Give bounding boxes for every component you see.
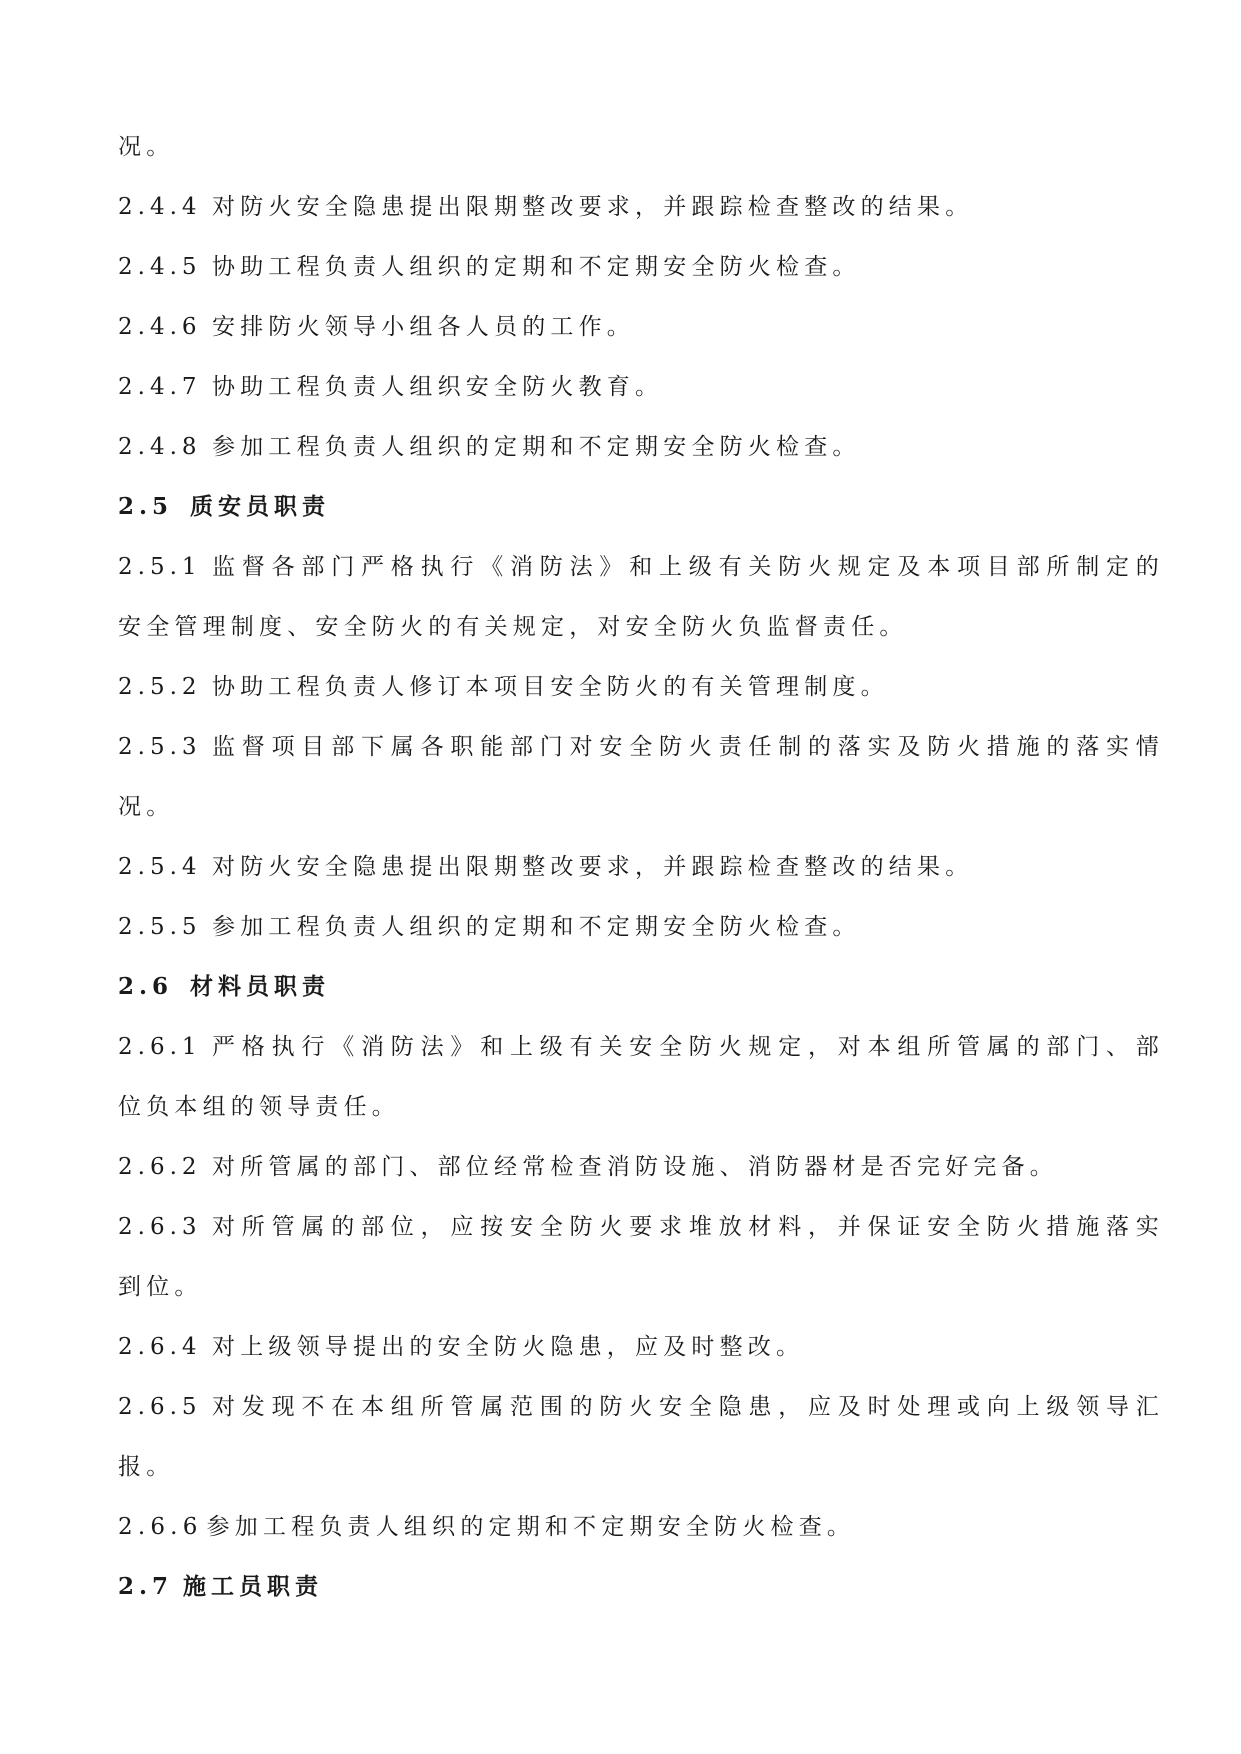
section-heading-2-5: [118, 492, 330, 522]
clause-text: 监督项目部下属各职能部门对安全防火责任制的落实及防火措施的落实情: [212, 734, 1166, 760]
section-title: 施工员职责: [183, 1573, 324, 1600]
clause-2-5-4: [118, 852, 973, 882]
clause-text: 监督各部门严格执行《消防法》和上级有关防火规定及本项目部所制定的: [212, 554, 1166, 580]
clause-text: 对所管属的部门、部位经常检查消防设施、消防器材是否完好完备。: [212, 1154, 1058, 1180]
clause-number: 2.4.4: [118, 194, 202, 220]
clause-2-5-1: [118, 552, 1166, 582]
paragraph-continuation: 位负本组的领导责任。: [118, 1094, 400, 1120]
clause-2-6-4: [118, 1332, 804, 1362]
clause-number: 2.6.2: [118, 1154, 202, 1180]
clause-text: 协助工程负责人组织的定期和不定期安全防火检查。: [212, 254, 861, 280]
clause-text: 协助工程负责人组织安全防火教育。: [212, 374, 664, 400]
section-title: 质安员职责: [190, 493, 330, 520]
clause-2-5-2: [118, 672, 889, 702]
clause-2-4-7: [118, 372, 663, 402]
clause-text: 对发现不在本组所管属范围的防火安全隐患，应及时处理或向上级领导汇: [212, 1394, 1166, 1420]
clause-text: 严格执行《消防法》和上级有关安全防火规定，对本组所管属的部门、部: [212, 1034, 1166, 1060]
clause-2-6-5: [118, 1392, 1166, 1422]
clause-text: 参加工程负责人组织的定期和不定期安全防火检查。: [212, 914, 861, 940]
clause-number: 2.4.6: [118, 314, 202, 340]
clause-number: 2.5.3: [118, 734, 202, 760]
clause-2-5-5: [118, 912, 861, 942]
section-number: 2.6: [118, 973, 174, 1000]
clause-2-6-2: [118, 1152, 1058, 1182]
clause-number: 2.6.6: [118, 1514, 203, 1540]
section-number: 2.7: [118, 1573, 174, 1600]
clause-2-5-3: [118, 732, 1166, 762]
paragraph-continuation: 况。: [118, 134, 175, 160]
clause-number: 2.5.4: [118, 854, 202, 880]
clause-text: 安排防火领导小组各人员的工作。: [212, 314, 635, 340]
clause-2-4-5: [118, 252, 861, 282]
clause-text: 参加工程负责人组织的定期和不定期安全防火检查。: [212, 434, 861, 460]
clause-text: 对所管属的部位，应按安全防火要求堆放材料，并保证安全防火措施落实: [212, 1214, 1166, 1240]
clause-2-6-6: [118, 1512, 855, 1542]
clause-2-4-8: [118, 432, 861, 462]
paragraph-continuation: 况。: [118, 794, 175, 820]
section-heading-2-6: [118, 972, 330, 1002]
clause-number: 2.6.3: [118, 1214, 202, 1240]
clause-text: 对防火安全隐患提出限期整改要求，并跟踪检查整改的结果。: [212, 854, 974, 880]
clause-text: 参加工程负责人组织的定期和不定期安全防火检查。: [206, 1514, 856, 1540]
section-heading-2-7: [118, 1572, 323, 1602]
clause-number: 2.4.5: [118, 254, 202, 280]
section-number: 2.5: [118, 493, 174, 520]
paragraph-continuation: 安全管理制度、安全防火的有关规定，对安全防火负监督责任。: [118, 614, 908, 640]
clause-2-4-4: [118, 192, 973, 222]
clause-2-4-6: [118, 312, 635, 342]
clause-number: 2.5.5: [118, 914, 202, 940]
clause-number: 2.4.8: [118, 434, 202, 460]
clause-number: 2.4.7: [118, 374, 202, 400]
section-title: 材料员职责: [190, 973, 330, 1000]
clause-2-6-1: [118, 1032, 1166, 1062]
clause-text: 对上级领导提出的安全防火隐患，应及时整改。: [212, 1334, 805, 1360]
clause-number: 2.5.1: [118, 554, 202, 580]
clause-number: 2.6.1: [118, 1034, 202, 1060]
paragraph-continuation: 报。: [118, 1454, 175, 1480]
clause-text: 对防火安全隐患提出限期整改要求，并跟踪检查整改的结果。: [212, 194, 974, 220]
clause-text: 协助工程负责人修订本项目安全防火的有关管理制度。: [212, 674, 889, 700]
clause-2-6-3: [118, 1212, 1166, 1242]
paragraph-continuation: 到位。: [118, 1274, 203, 1300]
clause-number: 2.6.4: [118, 1334, 202, 1360]
clause-number: 2.6.5: [118, 1394, 202, 1420]
clause-number: 2.5.2: [118, 674, 202, 700]
